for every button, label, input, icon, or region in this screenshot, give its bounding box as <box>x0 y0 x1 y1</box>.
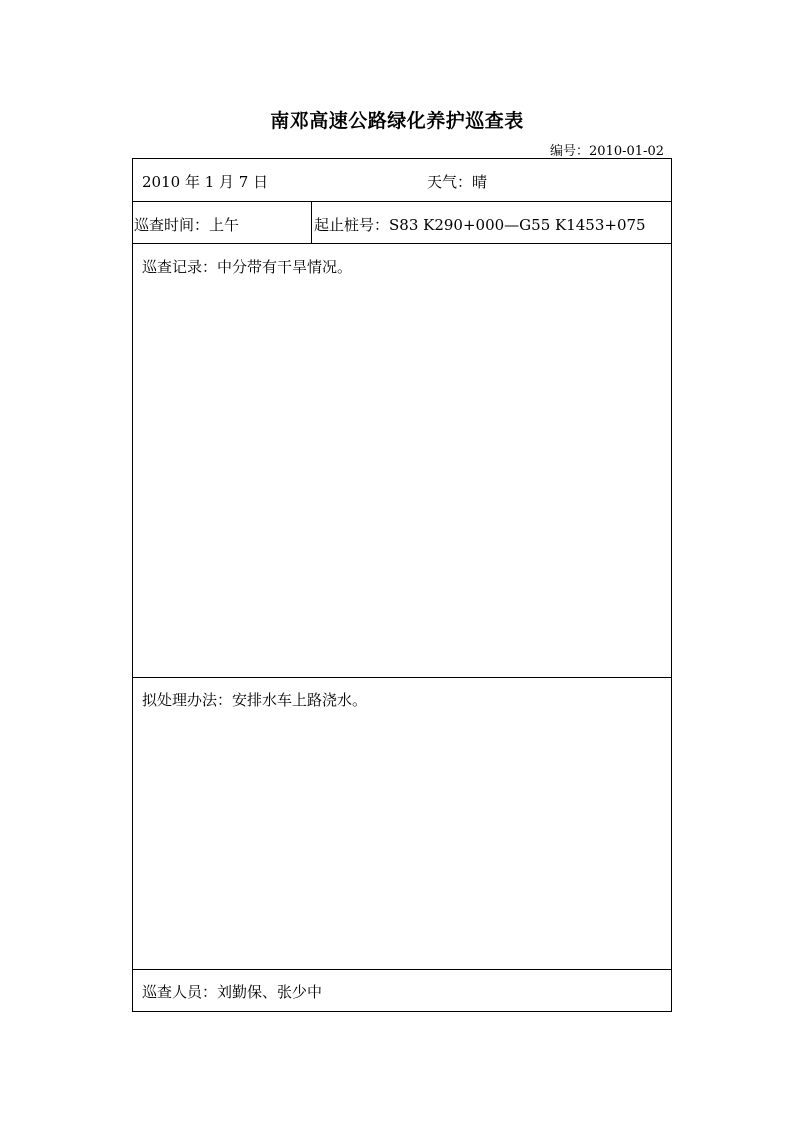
inspection-form <box>132 158 672 1012</box>
weather-field: 天气：晴 <box>427 173 488 191</box>
proposed-handling-section <box>133 678 671 970</box>
patrol-staff-row <box>133 970 671 1011</box>
serial-number: 编号：2010-01-02 <box>550 144 664 159</box>
patrol-record-section <box>133 244 671 678</box>
date-field: 2010 年 1 月 7 日 <box>142 173 269 191</box>
patrol-staff-text: 巡查人员：刘勤保、张少中 <box>142 983 323 1001</box>
patrol-time-field: 巡查时间：上午 <box>134 216 240 234</box>
station-range-field: 起止桩号：S83 K290+000—G55 K1453+075 <box>314 216 646 234</box>
proposed-handling-text: 拟处理办法：安排水车上路浇水。 <box>142 691 368 709</box>
date-weather-row <box>133 159 671 202</box>
cell-divider <box>311 202 312 243</box>
patrol-record-text: 巡查记录：中分带有干旱情况。 <box>142 258 353 276</box>
page-title: 南邓高速公路绿化养护巡查表 <box>270 110 524 132</box>
time-station-row <box>133 202 671 244</box>
